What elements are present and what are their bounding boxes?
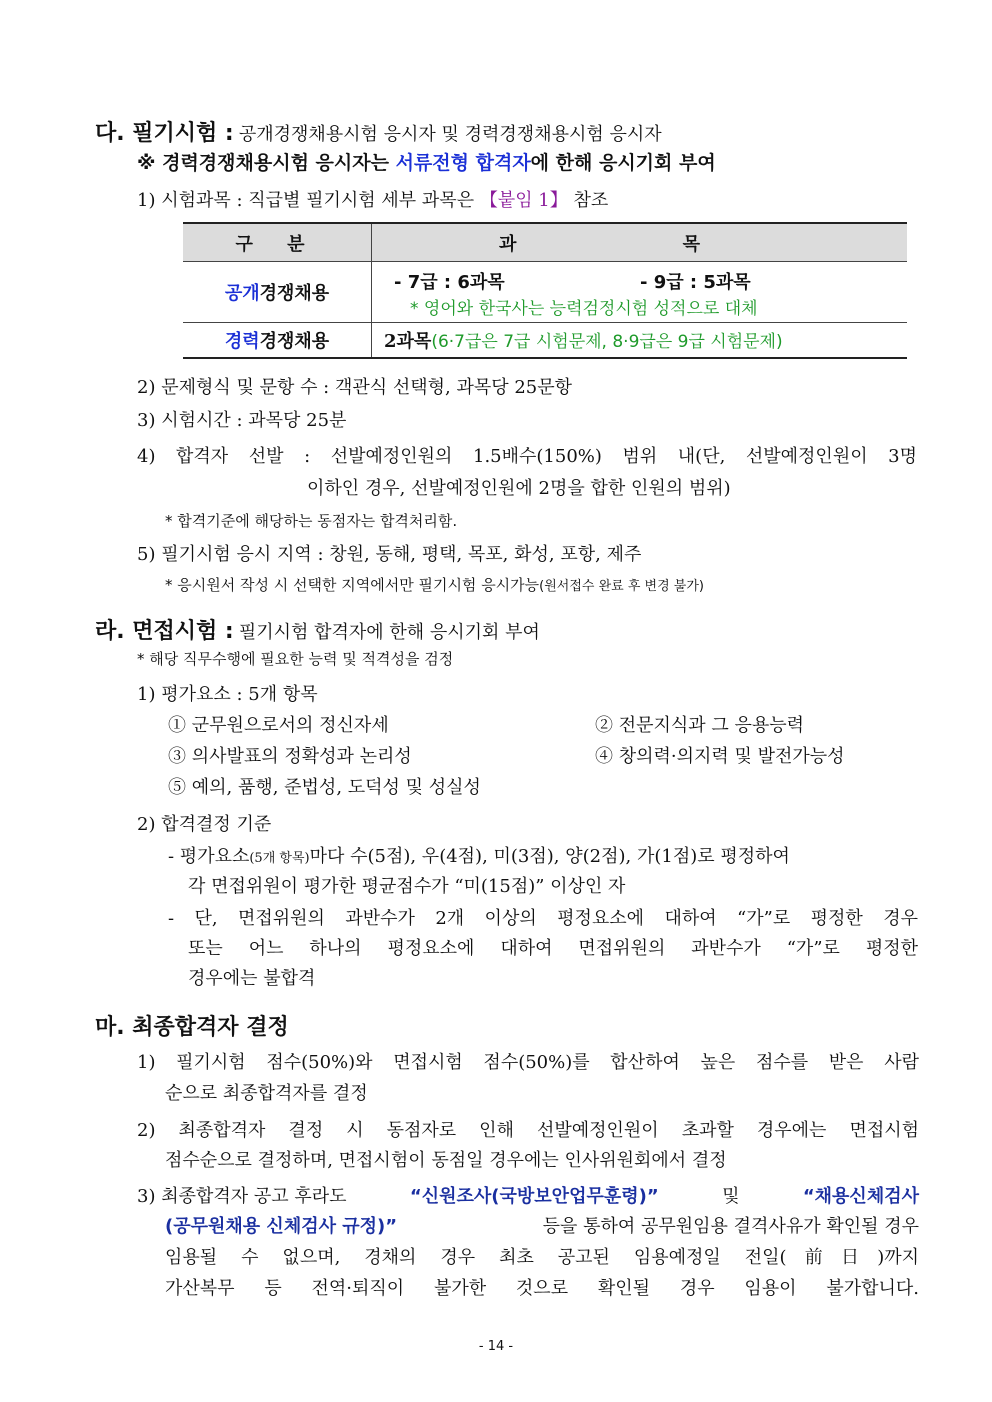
written-item-1: 1) 시험과목 : 직급별 필기시험 세부 과목은 【붙임 1】 참조 — [137, 190, 609, 211]
criteria-1-line1: - 평가요소(5개 항목)마다 수(5점), 우(4점), 미(3점), 양(2점), 가(1점)로 평정하여 — [168, 846, 790, 867]
row-open-subjects: - 7급 : 6과목 - 9급 : 5과목 * 영어와 한국사는 능력검정시험 성적으로 대체 — [372, 262, 908, 323]
final-item-3-line3: 임용될 수 없으며, 경채의 경우 최초 공고된 임용예정일 전일(前日)까지 — [165, 1247, 919, 1268]
written-item-5: 5) 필기시험 응시 지역 : 창원, 동해, 평택, 목포, 화성, 포항, 제주 — [137, 544, 642, 565]
row-career-label: 경력경쟁채용 — [183, 323, 372, 359]
criteria-2-line2: 또는 어느 하나의 평정요소에 대하여 면접위원의 과반수가 “가”로 평정한 — [188, 938, 918, 959]
page-number: - 14 - — [478, 1339, 514, 1354]
section-final-heading: 마. 최종합격자 결정 — [95, 1015, 289, 1040]
interview-item-2: 2) 합격결정 기준 — [137, 814, 272, 835]
interview-note: * 해당 직무수행에 필요한 능력 및 적격성을 검정 — [137, 650, 454, 668]
final-item-2-line1: 2) 최종합격자 결정 시 동점자로 인해 선발예정인원이 초과할 경우에는 면접시험 — [137, 1120, 919, 1141]
medical-exam-highlight: “채용신체검사 — [802, 1186, 919, 1207]
eval-element-3: ③ 의사발표의 정확성과 논리성 — [168, 746, 412, 767]
written-item-2: 2) 문제형식 및 문항 수 : 객관식 선택형, 과목당 25문항 — [137, 377, 573, 398]
eval-element-1: ① 군무원으로서의 정신자세 — [168, 715, 389, 736]
row-career-subjects: 2과목(6·7급은 7급 시험문제, 8·9급은 9급 시험문제) — [372, 323, 908, 359]
criteria-2-line3: 경우에는 불합격 — [188, 968, 316, 989]
row-open-label: 공개경쟁채용 — [183, 262, 372, 323]
final-item-3-line4: 가산복무 등 전역·퇴직이 불가한 것으로 확인될 경우 임용이 불가합니다. — [165, 1278, 919, 1299]
final-item-1-line1: 1) 필기시험 점수(50%)와 면접시험 점수(50%)를 합산하여 높은 점수를 받은 사람 — [137, 1052, 919, 1073]
criteria-2-line1: - 단, 면접위원의 과반수가 2개 이상의 평정요소에 대하여 “가”로 평정한 경우 — [168, 908, 918, 929]
written-item-4-note: * 합격기준에 해당하는 동점자는 합격처리함. — [165, 512, 458, 530]
section-interview-title — [95, 614, 540, 645]
table-header-category: 구 분 — [183, 223, 372, 262]
table-header-subjects: 과 목 — [372, 223, 908, 262]
final-item-1-line2: 순으로 최종합격자를 결정 — [165, 1083, 368, 1104]
final-item-2-line2: 점수순으로 결정하며, 면접시험이 동점일 경우에는 인사위원회에서 결정 — [165, 1150, 727, 1171]
background-check-highlight: “신원조사(국방보안업무훈령)” — [409, 1186, 659, 1207]
written-item-5-note: * 응시원서 작성 시 선택한 지역에서만 필기시험 응시가능(원서접수 완료 후 변경 불가) — [165, 576, 704, 594]
attachment-ref: 【붙임 1】 — [479, 190, 568, 211]
written-note: ※ 경력경쟁채용시험 응시자는 서류전형 합격자에 한해 응시기회 부여 — [137, 152, 716, 174]
written-item-3: 3) 시험시간 : 과목당 25분 — [137, 410, 347, 431]
written-item-4-line1: 4) 합격자 선발 : 선발예정인원의 1.5배수(150%) 범위 내(단, 선발예정인원이 3명 — [137, 446, 917, 467]
section-written-title — [95, 116, 662, 147]
section-interview-heading: 라. 면접시험 : — [95, 619, 234, 644]
interview-item-1: 1) 평가요소 : 5개 항목 — [137, 684, 318, 705]
criteria-1-line2: 각 면접위원이 평가한 평균점수가 “미(15점)” 이상인 자 — [188, 876, 626, 897]
document-screening-highlight: 서류전형 합격자 — [395, 152, 531, 174]
section-written-desc: 공개경쟁채용시험 응시자 및 경력경쟁채용시험 응시자 — [238, 124, 662, 145]
eval-element-5: ⑤ 예의, 품행, 준법성, 도덕성 및 성실성 — [168, 777, 481, 798]
final-item-3-line1: 3) 최종합격자 공고 후라도 “신원조사(국방보안업무훈령)” 및 “채용신체검사 — [137, 1182, 919, 1208]
section-interview-desc: 필기시험 합격자에 한해 응시기회 부여 — [238, 622, 540, 643]
eval-element-4: ④ 창의력·의지력 및 발전가능성 — [595, 746, 845, 767]
section-written-heading: 다. 필기시험 : — [95, 121, 234, 146]
final-item-3-line2: (공무원채용 신체검사 규정)” 등을 통하여 공무원임용 결격사유가 확인될 경우 — [165, 1212, 919, 1238]
subject-table — [183, 222, 907, 359]
eval-element-2: ② 전문지식과 그 응용능력 — [595, 715, 805, 736]
written-item-4-line2: 이하인 경우, 선발예정인원에 2명을 합한 인원의 범위) — [307, 478, 731, 499]
medical-exam-rule-highlight: (공무원채용 신체검사 규정)” — [165, 1216, 398, 1237]
